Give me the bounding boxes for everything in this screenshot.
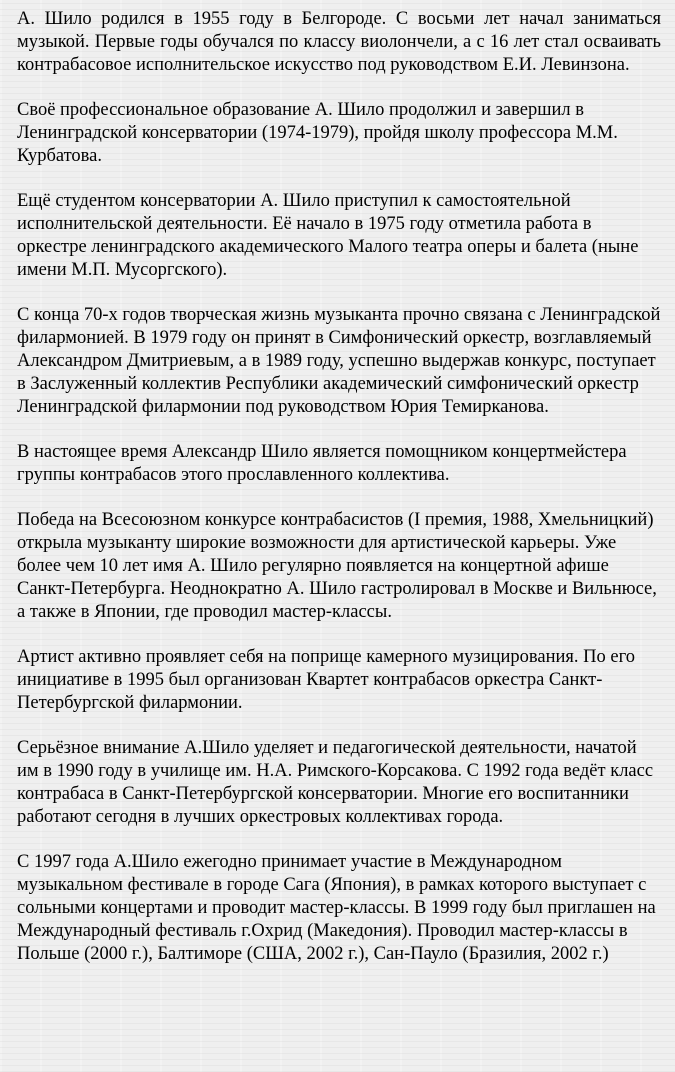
paragraph-education: Своё профессиональное образование А. Шило продолжил и завершил в Ленинградской консерватории (1974-1979), пройдя школу профессора М.М. Курбатова. [17,100,618,166]
paragraph-chamber-music: Артист активно проявляет себя на поприще камерного музицирования. По его инициативе в 1995 был организован Квартет контрабасов оркестра Санкт-Петербургской филармонии. [17,647,635,713]
paragraph-current-position: В настоящее время Александр Шило является помощником концертмейстера группы контрабасов этого прославленного коллектива. [17,442,627,485]
biography-article [0,8,675,966]
paragraph-early-years: А. Шило родился в 1955 году в Белгороде. С восьми лет начал заниматься музыкой. Первые годы обучался по классу виолончели, а с 16 лет стал осваивать контрабасовое исполнительское искусство под руководством Е.И. Левинзона. [17,9,661,75]
paragraph-festivals: С 1997 года А.Шило ежегодно принимает участие в Международном музыкальном фестивале в городе Сага (Япония), в рамках которого выступает с сольными концертами и проводит мастер-классы. В 1999 году был приглашен на Международный фестиваль г.Охрид (Македония). Проводил мастер-классы в Польше (2000 г.), Балтиморе (США, 2002 г.), Сан-Пауло (Бразилия, 2002 г.) [17,852,656,964]
paragraph-teaching: Серьёзное внимание А.Шило уделяет и педагогической деятельности, начатой им в 1990 году в училище им. Н.А. Римского-Корсакова. С 1992 года ведёт класс контрабаса в Санкт-Петербургской консерватории. Многие его воспитанники работают сегодня в лучших оркестровых коллективах города. [17,738,654,827]
paragraph-student-career: Ещё студентом консерватории А. Шило приступил к самостоятельной исполнительской деятельности. Её начало в 1975 году отметила работа в оркестре ленинградского академического Малого театра оперы и балета (ныне имени М.П. Мусоргского). [17,191,639,280]
paragraph-philharmonic: С конца 70-х годов творческая жизнь музыканта прочно связана с Ленинградской филармонией. В 1979 году он принят в Симфонический оркестр, возглавляемый Александром Дмитриевым, а в 1989 году, успешно выдержав конкурс, поступает в Заслуженный коллектив Республики академический симфонический оркестр Ленинградской филармонии под руководством Юрия Темирканова. [17,305,661,417]
paragraph-competition: Победа на Всесоюзном конкурсе контрабасистов (I премия, 1988, Хмельницкий) открыла музыканту широкие возможности для артистической карьеры. Уже более чем 10 лет имя А. Шило регулярно появляется на концертной афише Санкт-Петербурга. Неоднократно А. Шило гастролировал в Москве и Вильнюсе, а также в Японии, где проводил мастер-классы. [17,510,657,622]
